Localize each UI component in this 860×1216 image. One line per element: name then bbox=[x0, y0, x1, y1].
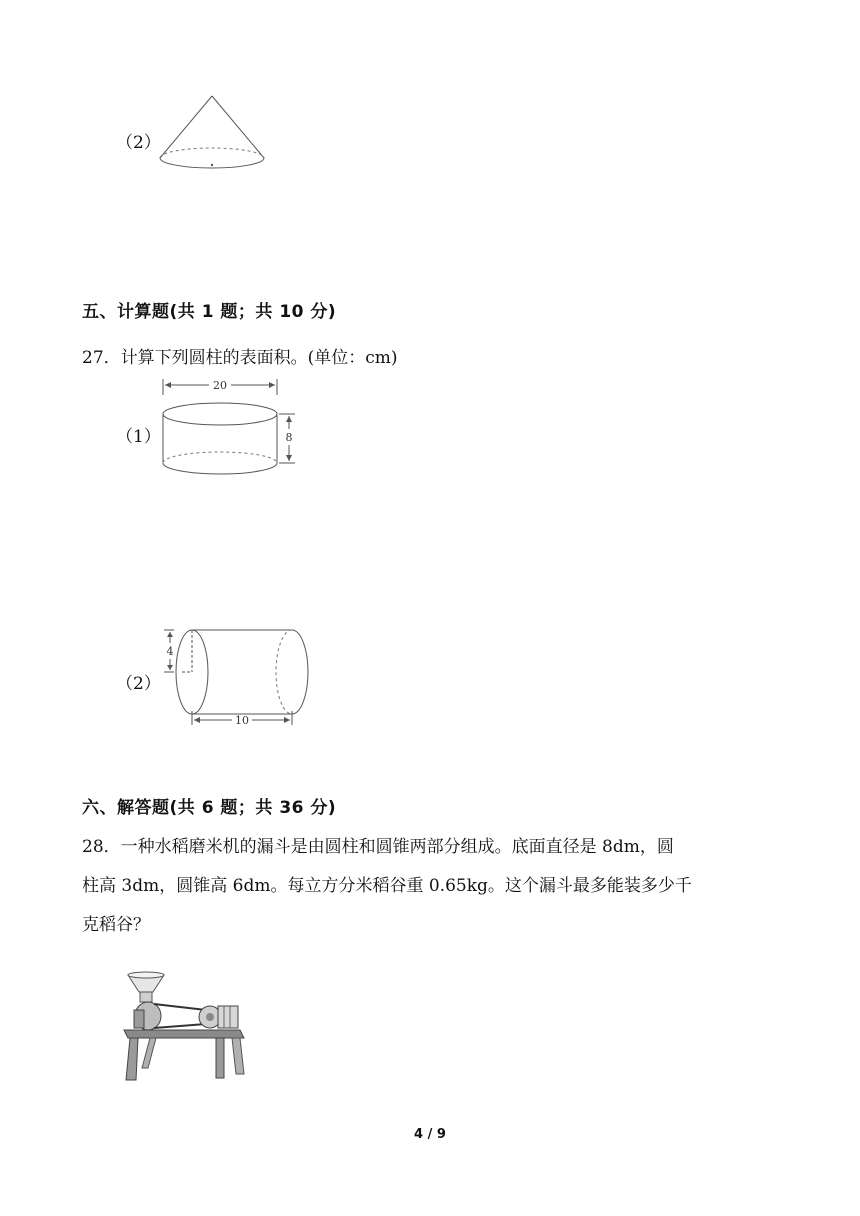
question-28-line3: 克稻谷？ bbox=[82, 915, 150, 935]
section-6-heading: 六、解答题(共 6 题；共 36 分) bbox=[82, 798, 337, 818]
cylinder1-height-label: 8 bbox=[285, 431, 293, 444]
cylinder-horizontal-figure bbox=[160, 625, 320, 730]
q27-part1-label: （1） bbox=[116, 427, 161, 447]
cylinder2-length-label: 10 bbox=[235, 714, 249, 727]
page-number: 4 / 9 bbox=[414, 1127, 446, 1142]
question-28-line2: 柱高 3dm，圆锥高 6dm。每立方分米稻谷重 0.65kg。这个漏斗最多能装多少千 bbox=[82, 876, 692, 896]
q27-part2-label: （2） bbox=[116, 674, 161, 694]
cone-part-label: （2） bbox=[116, 133, 161, 153]
rice-mill-illustration bbox=[120, 970, 250, 1085]
section-5-heading: 五、计算题(共 1 题；共 10 分) bbox=[82, 302, 337, 322]
cylinder1-diameter-label: 20 bbox=[213, 379, 227, 392]
cylinder-upright-figure bbox=[155, 375, 305, 480]
question-28-text bbox=[82, 828, 782, 945]
question-27-text: 27．计算下列圆柱的表面积。(单位：cm) bbox=[82, 348, 398, 368]
cone-figure bbox=[150, 88, 280, 188]
question-28-line1: 28．一种水稻磨米机的漏斗是由圆柱和圆锥两部分组成。底面直径是 8dm，圆 bbox=[82, 837, 674, 857]
cylinder2-radius-label: 4 bbox=[166, 645, 174, 658]
